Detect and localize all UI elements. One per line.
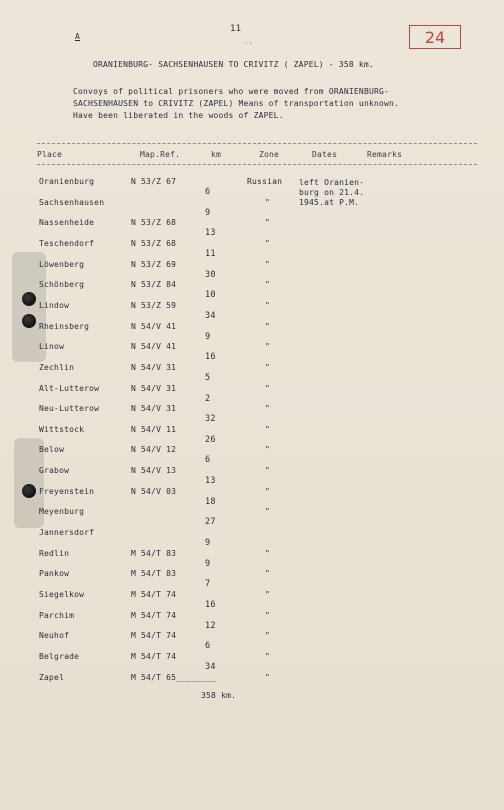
- place-cell: Nassenheide: [39, 218, 95, 228]
- km-segment: 27: [205, 517, 216, 528]
- map-ref-cell: N 54/V 13: [131, 466, 177, 476]
- km-segment: 30: [205, 269, 216, 280]
- km-segment: 5: [205, 372, 211, 383]
- place-cell: Siegelkow: [39, 590, 85, 599]
- place-cell: Löwenberg: [39, 259, 85, 269]
- place-cell: Neuhof: [39, 631, 70, 641]
- zone-cell: ": [265, 651, 271, 661]
- km-segment: 6: [205, 641, 211, 652]
- place-cell: Lindow: [39, 300, 70, 310]
- zone-cell: ": [265, 342, 271, 352]
- zone-cell: ": [265, 218, 271, 228]
- punch-hole: [22, 314, 36, 328]
- map-ref-cell: N 53/Z 84: [131, 280, 177, 290]
- map-ref-cell: M 54/T 74: [131, 590, 177, 599]
- map-ref-cell: N 53/Z 68: [131, 238, 177, 248]
- place-cell: Teschendorf: [39, 238, 95, 248]
- zone-cell: ": [265, 383, 271, 393]
- km-segment: 11: [205, 248, 216, 259]
- description-line: SACHSENHAUSEN to CRIVITZ (ZAPEL) Means of transportation unknown.: [73, 99, 400, 108]
- zone-cell: ": [265, 631, 271, 641]
- header-dates: Dates: [312, 150, 338, 159]
- km-segment: 7: [205, 579, 211, 590]
- map-ref-cell: N 54/V 31: [131, 383, 177, 393]
- place-cell: Jannersdorf: [39, 528, 95, 538]
- header-zone: Zone: [259, 150, 280, 159]
- map-ref-cell: N 54/V 31: [131, 404, 177, 414]
- zone-cell: ": [265, 259, 271, 269]
- place-cell: Rheinsberg: [39, 321, 90, 331]
- description-line: Have been liberated in the woods of ZAPEL.: [73, 111, 284, 120]
- zone-cell: Russian: [247, 177, 283, 186]
- zone-cell: ": [265, 404, 271, 414]
- dates-note: [299, 178, 364, 208]
- header-map-ref: Map.Ref.: [140, 150, 181, 159]
- km-segment: 13: [205, 228, 216, 239]
- km-segment: 32: [205, 414, 216, 425]
- map-ref-cell: M 54/T 83: [131, 569, 177, 579]
- map-ref-cell: N 54/V 11: [131, 424, 177, 434]
- map-ref-cell: N 53/Z 59: [131, 300, 177, 310]
- map-ref-cell: N 53/Z 67: [131, 177, 177, 186]
- description-line: Convoys of political prisoners who were moved from ORANIENBURG-: [73, 87, 390, 96]
- stamp-number: 24: [409, 25, 461, 49]
- punch-hole: [22, 484, 36, 498]
- km-segment: 6: [205, 455, 211, 466]
- header-remarks: Remarks: [367, 150, 403, 159]
- zone-cell: ": [265, 486, 271, 496]
- zone-cell: ": [265, 590, 271, 599]
- section-letter: A: [75, 32, 81, 41]
- map-ref-cell: M 54/T 74: [131, 631, 177, 641]
- place-cell: Zapel: [39, 672, 65, 682]
- km-segment: 9: [205, 538, 211, 549]
- map-ref-cell: M 54/T 74: [131, 610, 177, 620]
- zone-cell: ": [265, 672, 271, 682]
- page-number: 11: [230, 24, 242, 34]
- map-ref-cell: M 54/T 65________: [131, 672, 217, 682]
- total-distance: 358 km.: [201, 691, 237, 700]
- km-segment: 9: [205, 207, 211, 218]
- dates-note-line: left Oranien-: [299, 178, 365, 187]
- km-segment: 34: [205, 661, 216, 672]
- place-cell: Pankow: [39, 569, 70, 579]
- header-place: Place: [37, 150, 63, 159]
- dates-note-line: burg on 21.4.: [299, 188, 365, 197]
- map-ref-cell: N 54/V 03: [131, 486, 177, 496]
- place-cell: Linow: [39, 342, 65, 352]
- km-segment: 10: [205, 290, 216, 301]
- header-rule-bottom: [37, 164, 477, 165]
- km-segment: 2: [205, 393, 211, 404]
- map-ref-cell: N 53/Z 68: [131, 218, 177, 228]
- map-ref-cell: N 54/V 41: [131, 342, 177, 352]
- km-segment: 13: [205, 476, 216, 487]
- map-ref-cell: N 54/V 12: [131, 445, 177, 455]
- place-cell: Sachsenhausen: [39, 197, 105, 207]
- dates-note-line: 1945.at P.M.: [299, 198, 360, 207]
- zone-cell: ": [265, 238, 271, 248]
- km-segment: 9: [205, 558, 211, 569]
- place-cell: Below: [39, 445, 65, 455]
- place-cell: Parchim: [39, 610, 75, 620]
- km-segment: 16: [205, 352, 216, 363]
- zone-cell: ": [265, 197, 271, 207]
- zone-cell: ": [265, 569, 271, 579]
- zone-cell: ": [265, 507, 271, 517]
- zone-cell: ": [265, 610, 271, 620]
- zone-cell: ": [265, 300, 271, 310]
- zone-cell: ": [265, 445, 271, 455]
- km-segment: 12: [205, 620, 216, 631]
- km-segment: 6: [205, 187, 211, 197]
- map-ref-cell: N 54/V 31: [131, 362, 177, 372]
- zone-cell: ": [265, 548, 271, 558]
- map-ref-cell: M 54/T 83: [131, 548, 177, 558]
- km-segment: 16: [205, 600, 216, 610]
- map-ref-cell: M 54/T 74: [131, 651, 177, 661]
- place-cell: Freyenstein: [39, 486, 95, 496]
- km-segment: 34: [205, 310, 216, 321]
- header-km: km: [211, 150, 222, 159]
- map-ref-cell: N 53/Z 69: [131, 259, 177, 269]
- km-segment: 26: [205, 434, 216, 445]
- zone-cell: ": [265, 362, 271, 372]
- km-segment: 18: [205, 496, 216, 507]
- document-title: ORANIENBURG- SACHSENHAUSEN TO CRIVITZ ( ZAPEL) - 358 km.: [93, 60, 374, 69]
- header-rule-top: [37, 143, 477, 144]
- description: [73, 86, 399, 122]
- map-ref-cell: N 54/V 41: [131, 321, 177, 331]
- place-cell: Belgrade: [39, 651, 80, 661]
- place-cell: Schönberg: [39, 280, 85, 290]
- zone-cell: ": [265, 424, 271, 434]
- place-cell: Oranienburg: [39, 177, 95, 186]
- place-cell: Meyenburg: [39, 507, 85, 517]
- place-cell: Grabow: [39, 466, 70, 476]
- page-marks: ..: [244, 38, 253, 46]
- punch-hole: [22, 292, 36, 306]
- place-cell: Zechlin: [39, 362, 75, 372]
- zone-cell: ": [265, 280, 271, 290]
- place-cell: Redlin: [39, 548, 70, 558]
- place-cell: Wittstock: [39, 424, 85, 434]
- zone-cell: ": [265, 466, 271, 476]
- place-cell: Neu-Lutterow: [39, 404, 100, 414]
- zone-cell: ": [265, 321, 271, 331]
- km-segment: 9: [205, 331, 211, 342]
- place-cell: Alt-Lutterow: [39, 383, 100, 393]
